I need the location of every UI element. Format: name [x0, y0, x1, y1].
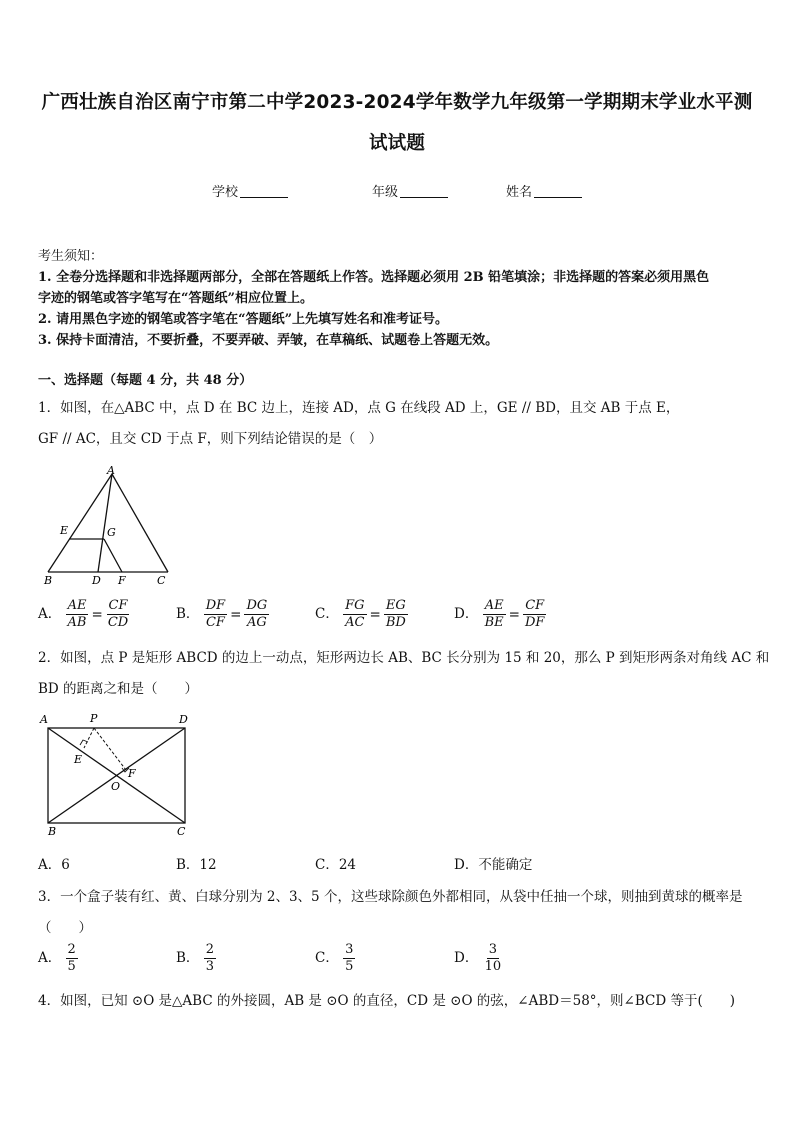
q3-option-c[interactable] — [315, 942, 355, 975]
q2-label-o: O — [111, 780, 121, 793]
q2-stem-line2: BD 的距离之和是（ ） — [38, 681, 199, 697]
q1-label-a: A — [107, 464, 115, 477]
q1-c-num2: EG — [385, 598, 406, 613]
q3-b-den: 3 — [205, 959, 214, 974]
q3-option-d-key: D． — [454, 950, 479, 966]
q1-label-c: C — [157, 574, 166, 586]
q1-a-den1: AB — [67, 615, 87, 630]
q3-d-den: 10 — [484, 959, 502, 974]
q1-option-a[interactable]: A． $\frac{AE}{AB}$ = $\frac{CF}{CD}$ — [38, 598, 129, 630]
q2-label-d: D — [179, 713, 188, 726]
q3-a-den: 5 — [67, 959, 76, 974]
notice-item1a: 1. 全卷分选择题和非选择题两部分，全部在答题纸上作答。选择题必须用 2B 铅笔填涂；非选择题的答案必须用黑色 — [38, 270, 710, 285]
q1-label-b: B — [44, 574, 53, 586]
q3-option-a[interactable] — [38, 942, 78, 975]
q1-label-e: E — [60, 524, 69, 537]
q3-c-den: 5 — [345, 959, 354, 974]
q1-stem-line1: 1．如图，在△ABC 中，点 D 在 BC 边上，连接 AD，点 G 在线段 AD 上，GE // BD，且交 AB 于点 E， — [38, 400, 680, 416]
notice-heading: 考生须知： — [38, 249, 104, 264]
q3-option-c-key: C． — [315, 950, 339, 966]
notice-item1b: 字迹的钢笔或答字笔写在“答题纸”相应位置上。 — [38, 291, 313, 306]
q2-label-p: P — [90, 712, 98, 725]
q4-stem-line1: 4．如图，已知 ⊙O 是△ABC 的外接圆，AB 是 ⊙O 的直径，CD 是 ⊙O 的弦，∠ABD＝58°，则∠BCD 等于( ) — [38, 993, 735, 1009]
q1-a-num1: AE — [67, 598, 87, 613]
q3-b-num: 2 — [205, 942, 214, 957]
q2-label-a: A — [40, 713, 48, 726]
q1-option-b[interactable]: B． $\frac{DF}{CF}$ = $\frac{DG}{AG}$ — [176, 598, 268, 630]
q1-label-g: G — [107, 526, 116, 539]
q2-label-e: E — [74, 753, 83, 766]
q1-c-den1: AC — [345, 615, 365, 630]
school-field — [212, 181, 288, 200]
q1-c-den2: BD — [385, 615, 406, 630]
school-blank — [240, 185, 288, 198]
q1-d-den2: DF — [524, 615, 545, 630]
q1-a-num2: CF — [108, 598, 128, 613]
q1-b-den2: AG — [247, 615, 267, 630]
q1-d-den1: BE — [484, 615, 504, 630]
school-label: 学校 — [212, 185, 239, 200]
q2-option-b[interactable]: B．12 — [176, 857, 217, 873]
q1-d-num2: CF — [525, 598, 545, 613]
q3-d-num: 3 — [488, 942, 498, 957]
q1-option-a-key: A． — [38, 606, 62, 622]
q1-stem-line2: GF // AC，且交 CD 于点 F，则下列结论错误的是（ ） — [38, 431, 383, 447]
section-heading: 一、选择题（每题 4 分，共 48 分） — [38, 373, 253, 388]
q3-option-b-key: B． — [176, 950, 200, 966]
name-field — [506, 181, 582, 200]
q2-stem-line1: 2．如图，点 P 是矩形 ABCD 的边上一动点，矩形两边长 AB、BC 长分别为 15 和 20，那么 P 到矩形两条对角线 AC 和 — [38, 650, 770, 666]
q2-option-d[interactable]: D．不能确定 — [454, 857, 533, 873]
q1-option-d-key: D． — [454, 606, 479, 622]
q2-label-f: F — [128, 767, 136, 780]
q3-stem-line2: （ ） — [38, 920, 92, 936]
q1-option-c[interactable]: C． $\frac{FG}{AC}$ = $\frac{EG}{BD}$ — [315, 598, 406, 630]
q1-c-num1: FG — [345, 598, 365, 613]
notice-item3: 3. 保持卡面清洁，不要折叠，不要弄破、弄皱，在草稿纸、试题卷上答题无效。 — [38, 333, 499, 348]
q3-option-b[interactable] — [176, 942, 216, 975]
q1-option-b-key: B． — [176, 606, 200, 622]
name-label: 姓名 — [506, 185, 533, 200]
q1-triangle-figure — [40, 462, 180, 586]
grade-label: 年级 — [372, 185, 399, 200]
q2-rectangle-figure — [36, 708, 196, 838]
page-title-line2: 试试题 — [368, 133, 426, 154]
q1-b-num2: DG — [246, 598, 268, 613]
q3-stem-line1: 3．一个盒子装有红、黄、白球分别为 2、3、5 个，这些球除颜色外都相同，从袋中任抽一个球，则抽到黄球的概率是 — [38, 889, 743, 905]
q1-d-num1: AE — [484, 598, 504, 613]
q3-option-d[interactable] — [454, 942, 503, 975]
q1-label-f: F — [118, 574, 126, 586]
name-blank — [534, 185, 582, 198]
q3-option-a-key: A． — [38, 950, 62, 966]
q1-option-c-key: C． — [315, 606, 339, 622]
grade-field — [372, 181, 448, 200]
q2-option-a[interactable]: A．6 — [38, 857, 70, 873]
q1-b-num1: DF — [205, 598, 226, 613]
page-title-line1: 广西壮族自治区南宁市第二中学2023-2024学年数学九年级第一学期期末学业水平测 — [41, 92, 753, 113]
q1-label-d: D — [92, 574, 101, 586]
q1-a-den2: CD — [107, 615, 129, 630]
q2-option-c[interactable]: C．24 — [315, 857, 357, 873]
q1-b-den1: CF — [205, 615, 225, 630]
q3-a-num: 2 — [67, 942, 76, 957]
notice-item2: 2. 请用黑色字迹的钢笔或答字笔在“答题纸”上先填写姓名和准考证号。 — [38, 312, 449, 327]
q2-label-b: B — [48, 825, 57, 838]
grade-blank — [400, 185, 448, 198]
q1-option-d[interactable]: D． $\frac{AE}{BE}$ = $\frac{CF}{DF}$ — [454, 598, 545, 630]
q2-label-c: C — [177, 825, 186, 838]
q3-c-num: 3 — [345, 942, 354, 957]
